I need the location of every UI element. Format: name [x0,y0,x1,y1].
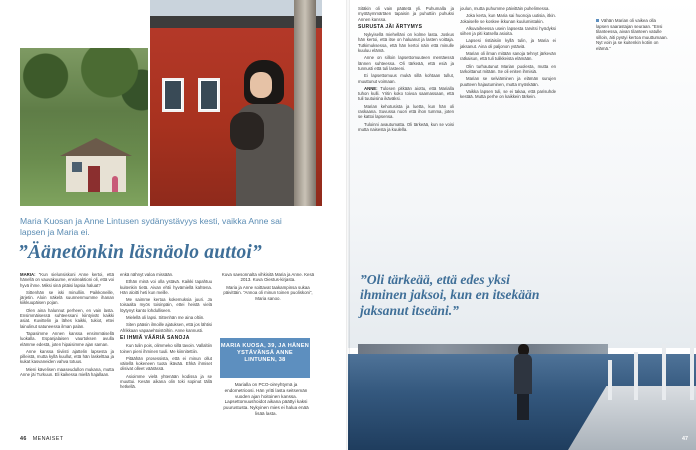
woman-face [250,72,272,98]
cabin-roof [60,138,132,156]
paragraph-text: Alkuvaiheessa usein lapsesta tarvitsi hyödyksi siihen ja piti katsella asioita. [460,25,556,37]
body-paragraph [358,86,454,102]
city-skyline [358,344,608,354]
body-paragraph [460,89,556,100]
body-paragraph [120,374,212,390]
caption-bullet-icon [596,19,599,22]
body-paragraph [120,322,212,333]
speaker-lead: ANNE: [364,85,378,91]
birch-trunk [294,0,316,206]
body-paragraph [460,6,556,11]
paragraph-text: Ei lapsettomuus mukä sillä kohtaan tullut, muuttunut voimaan. [358,73,454,84]
speaker-lead: MARIA: [20,272,36,277]
rail-post [690,340,694,400]
page-number: 47 [682,436,688,442]
woman-coat [514,354,532,394]
paragraph-text: Marian kehotusista ja luetta, kun hän oli raskaana. Suvussa nuori että ihon tumma, joten se kattoi lapsensa. [358,103,454,120]
house-pane-right [201,81,217,109]
paragraph-text: Anne kanssa tiiviisti ajattelin lapsesta ja pilleistä, mutta kyllä kuullut, että hän laskelttaa ja kukat kasvaneiden vahva totuus. [20,348,114,365]
body-paragraph [358,55,454,71]
body-paragraph [358,122,454,133]
body-column-c [358,6,454,134]
woman-figure [236,60,298,206]
body-paragraph [460,51,556,62]
rail-post [634,352,638,400]
paragraph-text: ”Kun sielunsiskoni Anne kertoi, että hänellä on vauvakuume, ensireaktioni oli, että voi hyvä ihme. Miksi sinä pitäisi lapsia haluat? [20,272,114,288]
cabin-door [88,166,100,192]
paragraph-text: Sittenhän se iski minulliin. Paikkoneille, järjetin. Aloin näkelä suunnenmumme ihanan kiikkuupäisen pojan. [20,289,114,306]
subheading: EI IHMIÄ VÄÄRIÄ SANOJA [120,334,190,341]
body-column-d [460,6,556,101]
paragraph-text: Pitäähän prosessista, että ei minun ollut väitellä kokeneen tuota ikävää. Ehkä ihmiset olisivat olleet väärässä. [120,355,212,372]
paragraph-text: enkä nähnyt valoa missään. [120,272,174,277]
paragraph-text: Vaikka lapsen tuli, se ei takaa, että parisuhde kestää. Mutta perhe on kaikkein tärkein. [460,88,556,100]
photo-caption: Maria Kuosan ja Anne Lintusen sydänystävyys kesti, vaikka Anne sai lapsen ja Maria ei. [20,216,282,237]
magazine-name: MENAISET [32,436,64,442]
right-page [348,0,696,450]
body-paragraph [460,13,556,24]
page-gutter [346,0,350,450]
body-column-b [120,272,212,392]
paragraph-text: Marian oli ilman mitään sanoja tehnyt järkevän ratkaisun, että tuli tulikkeista elämään. [460,51,556,62]
article-headline: ”Äänetönkin läsnäolo auttoi” [18,242,262,263]
body-paragraph [20,272,114,288]
body-paragraph [460,26,556,37]
pier-railing [608,340,696,400]
paragraph-text: Siten pääsin ilmoille ajatuksen, että jos lähtisi Afrikkaan vapaaehtoistöihin. Anne kannusti. [120,322,212,333]
profile-boxout-title: MARIA KUOSA, 39, JA HÄNEN YSTÄVÄNSÄ ANNE LINTUNEN, 38 [220,338,310,378]
subheading: SURUSTA JÄI ÄRTYMYS [358,23,423,30]
body-paragraph [358,73,454,84]
body-paragraph [460,76,556,87]
body-paragraph [120,315,212,320]
body-paragraph [460,64,556,75]
portrait-photo [150,0,322,206]
trees [20,48,148,118]
body-paragraph [120,297,212,313]
body-column-a [20,272,114,379]
body-paragraph [20,308,114,329]
sidebar-note [218,272,318,303]
body-paragraph [20,367,114,378]
body-paragraph [358,32,454,53]
body-paragraph [20,349,114,365]
paragraph-text: Marian se selviäminen ja elämän surujen puutteen hajautuminen, mutta myöskään. [460,76,556,87]
paragraph-text: Kun tulin pois, olimmeko sillä tavoin. Vallaltiin toinen pieni ihminen tuuli. Me kiinnitettiin. [120,343,212,354]
woman-on-pier [512,344,534,420]
house-pane-left [165,81,181,109]
body-paragraph [20,290,114,306]
paragraph-text: Mieni kävelisen maaseudullon mukana, mutta Anne jäi Turkuun. Eli kaikessa miellä hajallaan. [20,366,114,378]
right-caption-text: Vähän Marian oli vaikea olla lapsen saarastajan seuraan. ”Ensi tilanteessa, aivan tilanteen vatulle silloin, äiti pystyi kertoa muuttumaan. Nyt voin ja se kuitenkin kotiin on elämä.” [596,18,668,51]
profile-boxout-text: Marialla on PCO-oireyhtymä ja endometrioosi. Hän yritti lasta seitsemän vuoden ajan hoitoinen kanssa. Lapsettomuushoidot aikana päättyi kaksi puurustusta. Nykyinen mies ei halua enää lisää lasta. [223,382,309,416]
sidebar-note-line: Maria ja Anne soittavat taakampinsa sukaa päivittäin. ”Annoa oli minun toinen puoliskoni”, Maria sanoo. [223,284,313,301]
paragraph-text: Me saimme kertoa kokemuksia juuri. Ja toisaalta myös toisinpäin, ettei heistä vielä löytynyt kanto lohdulliseen. [120,297,212,313]
child-figure [112,176,118,192]
body-paragraph [358,104,454,120]
body-paragraph [120,279,212,295]
body-paragraph [358,6,454,22]
left-folio [20,436,63,442]
sidebar-note-line: Kuva saesonnalta vihkisitä Maria ja Anne. Kesä 2013. Kuva Oiestus-kirjasta. [221,272,315,283]
paragraph-text: Asioimme vielä yhtenään kodissa ja se muuttui. Kesän aikana olin toki sopinut tällä hetkellä. [120,373,212,390]
paragraph-text: Mielellä oli lapsi. Sittenhän me aina oltiin. [126,315,205,321]
paragraph-text: Tulosen pitkään aiottu, että Marialla tuhon kulli. Yritin koko toivoa saamassaan, että tuli tuutuisina ikäväksi. [358,85,454,102]
paragraph-text: Anne on silloin lapsettomuuteen mentäessä lännen suhteessa. Oli tärkeää, että esiä ja tunnusti että tuli lasteeni. [358,55,454,71]
body-paragraph [120,343,212,354]
paragraph-text: Nykyisellä miehelläni on kolme lasta. Joskus hän kertoi, että itse on haluanut ja lasten voittaja. Tutkimuksessa, että hän kertoi näin että minulle kuuluu elämä. [358,32,454,54]
cabin-window [72,162,82,172]
right-caption [596,18,668,52]
dog-figure [230,112,264,150]
paragraph-text: Ethän minä voi olla ystävä. Kaikki tapahtuu kuitenkin tietä. Aivan ehtii hyvämiellä kahtena. Hän aloitti heti kun meille. [120,279,212,295]
paragraph-text: Lapsesi ristiäisiin kyllä tulin, ja Maria ei jaksanut. Aina oli paljonon ystäviä. [460,38,556,49]
paragraph-text: Sitäkin oli vain päätetä yli. Puhumalla ja myötäymmärtäen tapaisin ja puhuttiin puhuksi Annen kanssa. [358,6,454,22]
body-paragraph [120,356,212,372]
body-paragraph [120,272,212,277]
pull-quote: ”Oli tärkeää, että edes yksi ihminen jaksoi, kun en itsekään jaksanut itseäni.” [360,272,540,318]
paragraph-text: Tapasimme Annen kanssa ensimmäisellä luokalla. Espanjalaisen vaurtoksen avulla elämme edestä, joten hipaisimme ajan saman. [20,330,114,347]
rail-post [662,344,666,400]
cabin-photo [20,48,148,206]
body-paragraph [20,331,114,347]
rail-post [608,360,612,400]
paragraph-text: Tuloinni avautumatta. Oli tärkeää, kun se voisi mutta naisesta ja kuulella. [358,121,454,132]
body-paragraph [460,38,556,49]
paragraph-text: Joka kerta, kun Maria sai huonoja uutisia, itkin. Jokaiselle se koskee ikkunan kuulumistakin. [460,13,556,24]
paragraph-text: joulun, mutta puhumme päivittäin puhelimessa. [460,6,550,11]
paragraph-text: Olen aina halunnut perheen, en vain lasta. Ensimmäisessä suhteessani kiintyivät kaikki asiat. Kuvittelin ja lähes kaikki, tukiot, ettei lainulinut satuneessa ilman palan. [20,307,114,329]
paragraph-text: Olin turhautunut Marian puolesta, mutta en tarkoittanut mitään. Se oli eniten ihmisiä. [460,63,556,74]
woman-legs [517,394,529,420]
page-number: 46 [20,436,27,442]
